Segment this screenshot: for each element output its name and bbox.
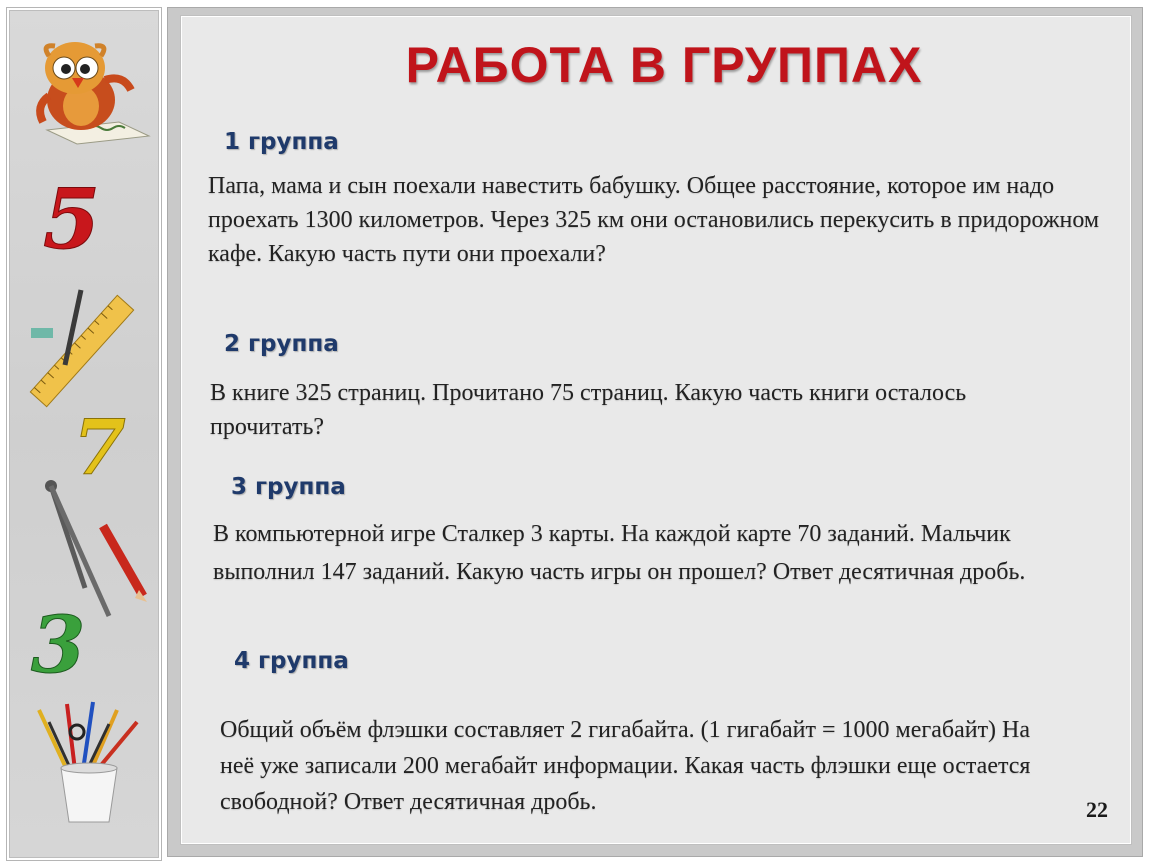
group-3-task: В компьютерной игре Сталкер 3 карты. На каждой карте 70 заданий. Мальчик выполнил 147 заданий. Какую часть игры он прошел? Ответ десятичная дробь. — [213, 521, 1026, 585]
compass-pencil-icon — [45, 480, 147, 616]
digit-seven: 7 — [73, 403, 126, 492]
group-4-heading: 4 группа — [234, 648, 349, 674]
digit-three: 3 — [31, 600, 86, 691]
group-1-heading: 1 группа — [224, 129, 339, 155]
decorative-sidebar — [7, 8, 161, 860]
group-2-task: В книге 325 страниц. Прочитано 75 страниц. Какую часть книги осталось прочитать? — [210, 380, 967, 440]
group-2-heading: 2 группа — [224, 331, 339, 357]
ruler-pencil-icon — [30, 290, 133, 407]
group-3-heading: 3 группа — [231, 474, 346, 500]
sidebar-decorations — [9, 10, 159, 858]
pencil-cup-icon — [39, 702, 137, 822]
digit-five: 5 — [43, 172, 101, 268]
page-number: 22 — [1086, 797, 1108, 822]
group-4-task: Общий объём флэшки составляет 2 гигабайта. (1 гигабайт = 1000 мегабайт) На неё уже записали 200 мегабайт информации. Какая часть флэшки еще остается свободной? Ответ десятичная дробь. — [220, 717, 1031, 815]
slide-title: РАБОТА В ГРУППАХ — [405, 37, 923, 93]
group-1-task: Папа, мама и сын поехали навестить бабушку. Общее расстояние, которое им надо проехать 1300 километров. Через 325 км они остановились перекусить в придорожном кафе. Какую часть пути они проехали? — [208, 173, 1100, 267]
